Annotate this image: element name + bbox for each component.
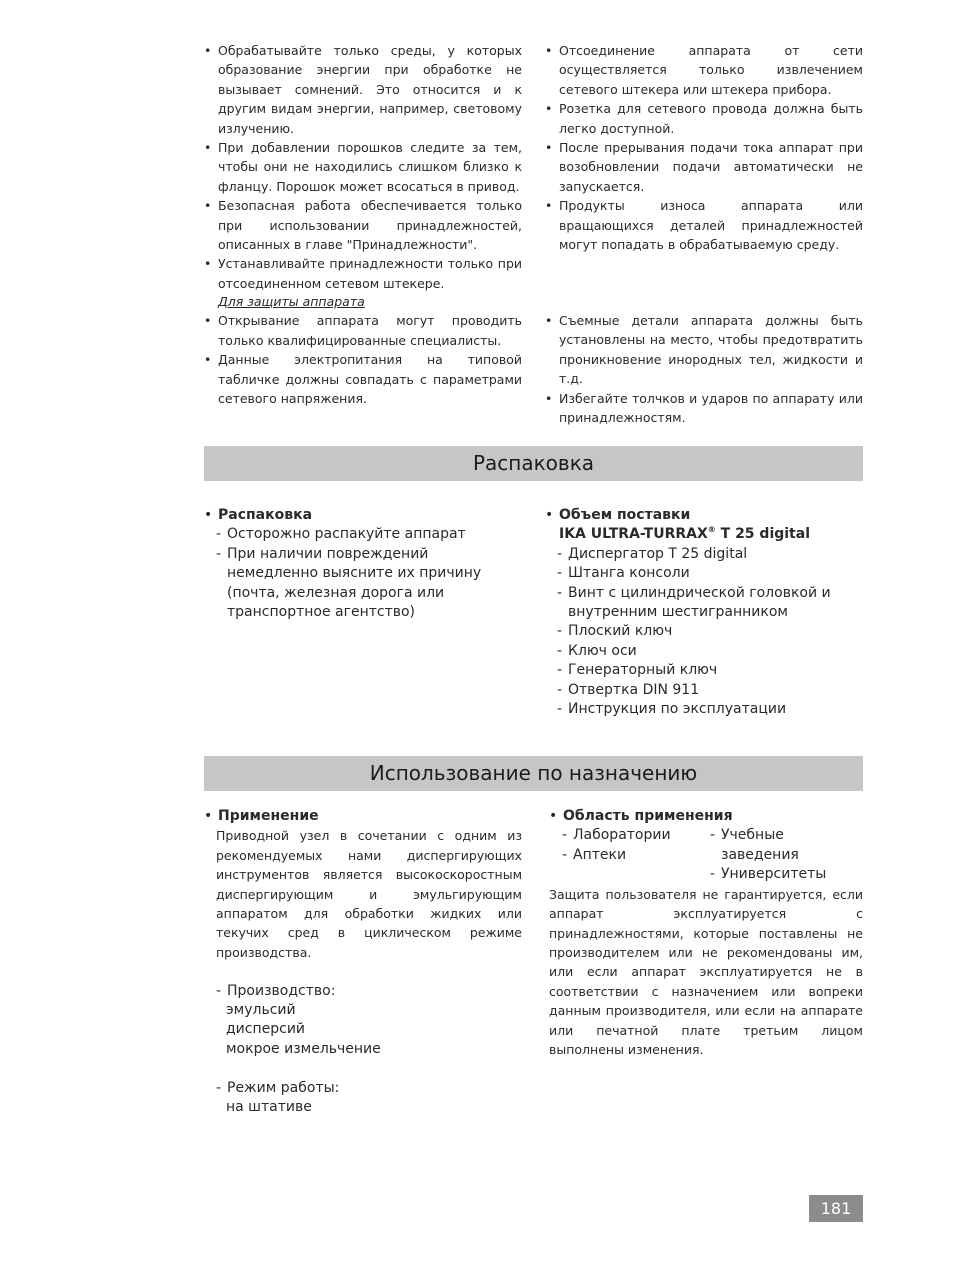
- list-item: - Учебные заведения: [710, 827, 799, 863]
- unpacking-section-title: Распаковка: [204, 446, 863, 481]
- list-item: - Осторожно распакуйте аппарат: [216, 526, 466, 543]
- safety-left-column: [204, 41, 522, 293]
- scope-of-delivery: [545, 506, 863, 719]
- unpacking-heading: Распаковка: [218, 507, 313, 523]
- list-item: - Винт с цилиндрической головкой и внутренним шестигранником: [557, 584, 831, 621]
- list-item: • Применение: [204, 808, 319, 824]
- application-text: Приводной узел в сочетании с одним из рекомендуемых нами диспергирующих инструментов является высокоскоростным диспергирующим и эмульгирующим аппаратом для обработки жидких или текучих сред в циклическом режиме производства.: [216, 828, 522, 960]
- application-heading: Применение: [218, 808, 319, 824]
- list-item: дисперсий: [226, 1021, 306, 1038]
- list-item: • Устанавливайте принадлежности только при отсоединенном сетевом штекере.: [204, 256, 522, 291]
- list-item: - Университеты: [710, 866, 827, 883]
- list-item: • Безопасная работа обеспечивается только при использовании принадлежностей, описанных в главе "Принадлежности".: [204, 198, 522, 253]
- disclaimer-text: Защита пользователя не гарантируется, если аппарат эксплуатируется с принадлежностями, которые поставлены не производителем или не рекомендованы им, или если аппарат эксплуатируется не в соответствии с назначением или вопреки данным производителя, или если на аппарате или печатной плате третьим лицом выполнены изменения.: [549, 886, 863, 1058]
- list-item: - Ключ оси: [557, 642, 637, 659]
- list-item: • Съемные детали аппарата должны быть установлены на место, чтобы предотвратить проникновение инородных тел, жидкости и т.д.: [545, 313, 863, 387]
- list-item: - Плоский ключ: [557, 623, 673, 640]
- production-label: - Производство:: [216, 982, 336, 999]
- list-item: - Лаборатории: [562, 827, 671, 844]
- list-item: • При добавлении порошков следите за тем, чтобы они не находились слишком близко к фланцу. Порошок может всосаться в привод.: [204, 140, 522, 194]
- list-item: - Штанга консоли: [557, 565, 690, 582]
- intended-use-section-title: Использование по назначению: [204, 756, 863, 791]
- list-item: • Избегайте толчков и ударов по аппарату или принадлежностям.: [545, 390, 863, 426]
- list-item: - Аптеки: [562, 846, 627, 863]
- list-item: • Открывание аппарата могут проводить только квалифицированные специалисты.: [204, 313, 522, 348]
- list-item: • После прерывания подачи тока аппарат при возобновлении подачи автоматически не запускается.: [545, 140, 863, 194]
- area-heading: Область применения: [563, 808, 733, 824]
- device-protection-heading: Для защиты аппарата: [218, 294, 365, 309]
- mode-label: - Режим работы:: [216, 1079, 340, 1096]
- list-item: • Отсоединение аппарата от сети осуществляется только извлечением сетевого штекера или штекера прибора.: [545, 43, 863, 97]
- delivery-heading: Объем поставки: [559, 507, 691, 523]
- list-item: • Обрабатывайте только среды, у которых образование энергии при обработке не вызывает сомнений. Это относится и к другим видам энергии, например, световому излучению.: [204, 43, 522, 136]
- list-item: • Распаковка: [204, 507, 313, 523]
- list-item: - Диспергатор T 25 digital: [557, 545, 748, 562]
- list-item: - Генераторный ключ: [557, 662, 718, 679]
- application-column: [204, 807, 522, 1117]
- safety-right-column: [545, 41, 863, 254]
- list-item: • Розетка для сетевого провода должна быть легко доступной.: [545, 101, 863, 136]
- list-item: • Данные электропитания на типовой табличке должны совпадать с параметрами сетевого напряжения.: [204, 352, 522, 407]
- list-item: • Объем поставки: [545, 507, 691, 523]
- area-list: [549, 826, 863, 883]
- list-item: • Продукты износа аппарата или вращающихся деталей принадлежностей могут попадать в обрабатываемую среду.: [545, 198, 863, 253]
- area-column: [549, 807, 863, 1059]
- list-item: - При наличии повреждений немедленно выясните их причину (почта, железная дорога или транспортное агентство): [216, 545, 482, 621]
- page-number: 181: [809, 1195, 863, 1222]
- device-protection-right: [545, 311, 863, 427]
- product-name: IKA ULTRA-TURRAX® T 25 digital: [559, 525, 810, 543]
- list-item: - Инструкция по эксплуатации: [557, 701, 787, 718]
- list-item: на штативе: [226, 1099, 312, 1116]
- list-item: эмульсий: [226, 1002, 296, 1019]
- unpacking-left: [204, 506, 522, 622]
- device-protection-left: [204, 292, 522, 408]
- list-item: • Область применения: [549, 808, 733, 824]
- list-item: мокрое измельчение: [226, 1040, 381, 1057]
- list-item: - Отвертка DIN 911: [557, 681, 700, 698]
